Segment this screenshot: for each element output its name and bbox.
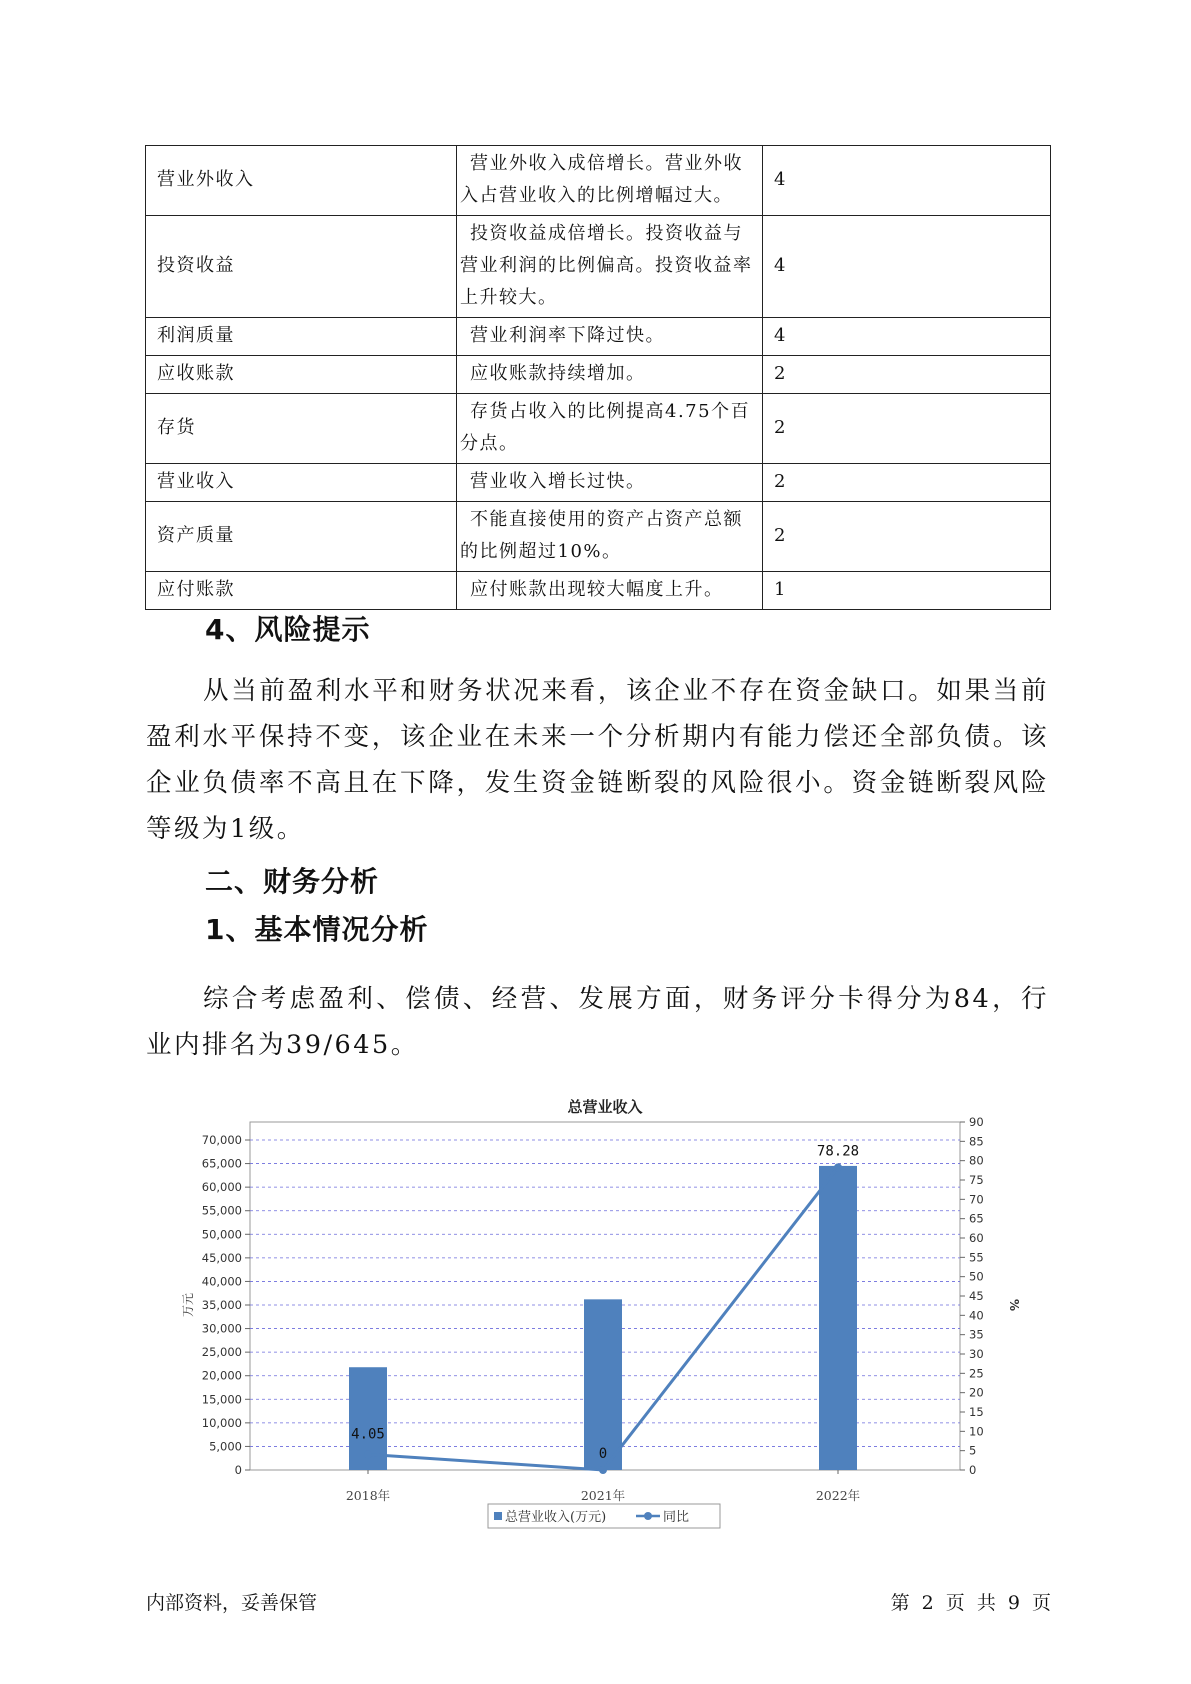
y2-tick-label: 70 — [969, 1192, 984, 1207]
y2-tick-label: 20 — [969, 1385, 984, 1400]
yoy-point — [834, 1163, 842, 1171]
y-tick-label: 0 — [234, 1463, 242, 1477]
risk-description-cell: 不能直接使用的资产占资产总额的比例超过10%。 — [457, 502, 763, 572]
basic-analysis-heading: 1、基本情况分析 — [205, 913, 429, 946]
table-row — [146, 464, 1051, 502]
risk-level-cell: 4 — [763, 318, 1051, 356]
table-row — [146, 394, 1051, 464]
bar — [584, 1299, 622, 1470]
y2-tick-label: 85 — [969, 1134, 984, 1149]
y2-tick-label: 25 — [969, 1366, 984, 1381]
risk-description-cell: 应付账款出现较大幅度上升。 — [457, 572, 763, 610]
table-row — [146, 356, 1051, 394]
table-row — [146, 502, 1051, 572]
risk-item-cell: 应付账款 — [146, 572, 457, 610]
risk-item-cell: 营业外收入 — [146, 146, 457, 216]
y2-tick-label: 50 — [969, 1269, 984, 1284]
y2-tick-label: 55 — [969, 1250, 984, 1265]
y2-tick-label: 90 — [969, 1115, 984, 1129]
bar — [819, 1166, 857, 1470]
y2-tick-label: 40 — [969, 1308, 984, 1323]
x-tick-label: 2021年 — [580, 1488, 626, 1503]
footer-confidential: 内部资料，妥善保管 — [146, 1592, 318, 1614]
finance-paragraph: 综合考虑盈利、偿债、经营、发展方面，财务评分卡得分为84，行业内排名为39/645。 — [146, 984, 1049, 1060]
risk-level-cell: 2 — [763, 464, 1051, 502]
y2-tick-label: 10 — [969, 1424, 984, 1439]
y2-tick-label: 5 — [969, 1443, 977, 1458]
yoy-data-label: 78.28 — [816, 1143, 860, 1160]
y2-tick-label: 75 — [969, 1173, 984, 1187]
y2-tick-label: 30 — [969, 1347, 984, 1361]
yoy-data-label: 0 — [598, 1446, 608, 1462]
y2-tick-label: 80 — [969, 1153, 984, 1168]
risk-description-cell: 应收账款持续增加。 — [457, 356, 763, 394]
risk-table — [145, 145, 1051, 610]
legend-line-marker — [644, 1512, 652, 1520]
y2-tick-label: 0 — [969, 1463, 977, 1477]
risk-item-cell: 营业收入 — [146, 464, 457, 502]
y-tick-label: 45,000 — [201, 1250, 242, 1265]
y-tick-label: 30,000 — [201, 1321, 242, 1336]
risk-item-cell: 应收账款 — [146, 356, 457, 394]
y-tick-label: 50,000 — [201, 1227, 242, 1242]
y-tick-label: 20,000 — [201, 1368, 242, 1383]
risk-item-cell: 投资收益 — [146, 216, 457, 318]
risk-heading: 4、风险提示 — [205, 613, 371, 646]
finance-heading: 二、财务分析 — [205, 865, 380, 898]
table-row — [146, 572, 1051, 610]
legend-bar-label: 总营业收入(万元) — [505, 1510, 607, 1525]
yoy-data-label: 4.05 — [351, 1426, 385, 1443]
risk-level-cell: 2 — [763, 356, 1051, 394]
risk-paragraph: 从当前盈利水平和财务状况来看，该企业不存在资金缺口。如果当前盈利水平保持不变，该企业在未来一个分析期内有能力偿还全部负债。该企业负债率不高且在下降，发生资金链断裂的风险很小。资金链断裂风险等级为1级。 — [146, 676, 1049, 844]
risk-level-cell: 2 — [763, 394, 1051, 464]
y-tick-label: 35,000 — [201, 1298, 242, 1312]
yoy-point — [364, 1450, 372, 1458]
y-tick-label: 60,000 — [201, 1180, 242, 1195]
table-row — [146, 146, 1051, 216]
risk-level-cell: 4 — [763, 146, 1051, 216]
y-tick-label: 10,000 — [201, 1415, 242, 1430]
risk-item-cell: 存货 — [146, 394, 457, 464]
y2-tick-label: 45 — [969, 1289, 984, 1303]
y-axis-label: 万元 — [181, 1292, 195, 1318]
risk-level-cell: 2 — [763, 502, 1051, 572]
x-tick-label: 2022年 — [815, 1488, 861, 1503]
risk-description-cell: 投资收益成倍增长。投资收益与营业利润的比例偏高。投资收益率上升较大。 — [457, 216, 763, 318]
y2-tick-label: 60 — [969, 1231, 984, 1245]
risk-table-body — [146, 146, 1051, 610]
risk-description-cell: 营业收入增长过快。 — [457, 464, 763, 502]
footer-page-number: 第 2 页 共 9 页 — [890, 1592, 1051, 1614]
y2-tick-label: 35 — [969, 1327, 984, 1342]
chart-title: 总营业收入 — [567, 1098, 643, 1116]
risk-description-cell: 营业外收入成倍增长。营业外收入占营业收入的比例增幅过大。 — [457, 146, 763, 216]
risk-level-cell: 1 — [763, 572, 1051, 610]
y-tick-label: 15,000 — [201, 1392, 242, 1407]
legend-bar-swatch — [494, 1512, 502, 1520]
revenue-chart-svg — [170, 1090, 1030, 1550]
revenue-chart — [170, 1090, 1030, 1550]
y-tick-label: 25,000 — [201, 1345, 242, 1360]
y-tick-label: 70,000 — [201, 1133, 242, 1147]
risk-item-cell: 利润质量 — [146, 318, 457, 356]
y2-tick-label: 65 — [969, 1211, 984, 1226]
y-tick-label: 5,000 — [209, 1439, 242, 1454]
y-tick-label: 65,000 — [201, 1156, 242, 1171]
y-tick-label: 55,000 — [201, 1203, 242, 1218]
risk-description-cell: 存货占收入的比例提高4.75个百分点。 — [457, 394, 763, 464]
y2-axis-label: % — [1007, 1298, 1021, 1312]
legend-line-label: 同比 — [663, 1510, 690, 1525]
yoy-point — [599, 1466, 607, 1474]
y-tick-label: 40,000 — [201, 1274, 242, 1289]
risk-level-cell: 4 — [763, 216, 1051, 318]
risk-item-cell: 资产质量 — [146, 502, 457, 572]
x-tick-label: 2018年 — [345, 1488, 391, 1503]
table-row — [146, 216, 1051, 318]
risk-description-cell: 营业利润率下降过快。 — [457, 318, 763, 356]
table-row — [146, 318, 1051, 356]
y2-tick-label: 15 — [969, 1405, 984, 1419]
